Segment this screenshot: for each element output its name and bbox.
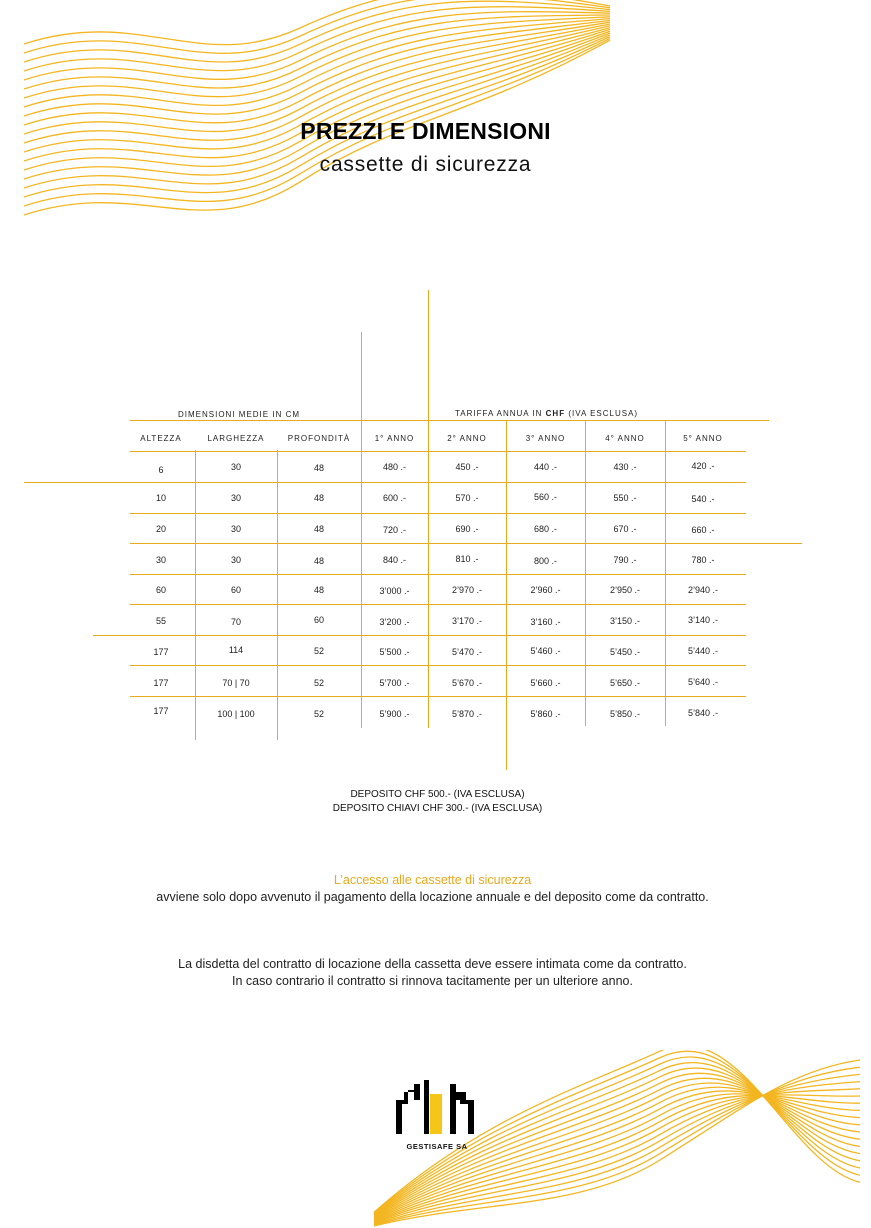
table-cell: 48 (313, 463, 324, 473)
table-cell: 810 .- (455, 554, 479, 564)
table-cell: 3’000 .- (379, 586, 410, 596)
column-header-anno-5: 5° ANNO (683, 434, 723, 443)
table-cell: 5’870 .- (451, 709, 483, 719)
table-cell: 680 .- (533, 524, 557, 534)
table-cell: 48 (313, 493, 324, 503)
table-cell: 5’840 .- (687, 708, 719, 718)
table-cell: 30 (230, 555, 241, 565)
column-header-altezza: ALTEZZA (140, 434, 182, 443)
table-cell: 60 (155, 585, 166, 595)
wave-line (24, 0, 610, 53)
table-cell: 30 (230, 462, 241, 472)
termination-line-1: La disdetta del contratto di locazione della cassetta deve essere intimata come da contratto. (178, 957, 687, 971)
table-cell: 55 (155, 616, 166, 626)
wave-line (24, 1, 610, 62)
page-subtitle: cassette di sicurezza (319, 153, 532, 176)
table-cell: 660 .- (691, 525, 715, 535)
table-cell: 670 .- (613, 524, 637, 534)
table-cell: 30 (230, 493, 241, 503)
table-cell: 20 (155, 524, 166, 534)
table-cell: 52 (313, 709, 324, 719)
table-cell: 177 (153, 706, 169, 716)
table-cell: 560 .- (533, 492, 557, 502)
group-header-tariff-prefix: TARIFFA ANNUA IN (455, 409, 546, 418)
table-cell: 2’950 .- (609, 585, 641, 595)
table-cell: 540 .- (691, 494, 715, 504)
table-cell: 30 (230, 524, 241, 534)
table-cell: 480 .- (382, 462, 406, 472)
table-cell: 570 .- (455, 493, 479, 503)
page-title: PREZZI E DIMENSIONI (300, 118, 551, 144)
table-cell: 790 .- (613, 555, 637, 565)
table-cell: 440 .- (533, 462, 557, 472)
wave-line (24, 12, 610, 80)
table-cell: 720 .- (382, 525, 406, 535)
wave-line (24, 20, 610, 116)
table-cell: 48 (313, 524, 324, 534)
wave-line (24, 7, 610, 71)
decorative-waves-bottom (360, 1050, 871, 1228)
table-cell: 48 (313, 556, 324, 566)
deposit-line: DEPOSITO CHF 500.- (IVA ESCLUSA) (350, 789, 525, 800)
access-highlight: L’accesso alle cassette di sicurezza (333, 873, 532, 887)
table-cell: 100 | 100 (217, 709, 255, 719)
table-cell: 5’660 .- (530, 678, 561, 688)
table-cell: 70 (230, 617, 241, 627)
table-cell: 60 (230, 585, 241, 595)
group-header-tariff-suffix: (IVA ESCLUSA) (565, 409, 639, 418)
table-cell: 60 (313, 615, 324, 625)
table-cell: 3’140 .- (687, 615, 719, 625)
column-header-anno-3: 3° ANNO (525, 434, 566, 443)
column-header-anno-1: 1° ANNO (374, 434, 415, 443)
table-cell: 840 .- (382, 555, 406, 565)
table-cell: 177 (153, 647, 169, 657)
table-cell: 2’960 .- (530, 585, 561, 595)
table-cell: 6 (158, 465, 164, 475)
table-cell: 177 (153, 678, 169, 688)
table-cell: 70 | 70 (222, 678, 250, 688)
table-cell: 5’470 .- (451, 647, 483, 657)
wave-line (24, 15, 610, 89)
table-cell: 5’700 .- (379, 678, 410, 688)
table-cell: 2’970 .- (451, 585, 483, 595)
table-cell: 114 (228, 645, 244, 655)
table-cell: 690 .- (455, 524, 479, 534)
table-cell: 780 .- (691, 555, 715, 565)
column-header-larghezza: LARGHEZZA (207, 434, 265, 443)
table-cell: 52 (313, 678, 324, 688)
wave-line (24, 17, 610, 98)
wave-line (24, 0, 610, 45)
access-text: avviene solo dopo avvenuto il pagamento della locazione annuale e del deposito come da contratto. (156, 890, 709, 904)
group-header-tariff (455, 409, 638, 418)
table-cell: 800 .- (533, 556, 557, 566)
table-cell: 48 (313, 585, 324, 595)
table-cell: 550 .- (613, 493, 637, 503)
table-cell: 30 (155, 555, 166, 565)
termination-line-2: In caso contrario il contratto si rinnova tacitamente per un ulteriore anno. (232, 974, 633, 988)
table-cell: 430 .- (613, 462, 637, 472)
table-cell: 5’850 .- (609, 709, 641, 719)
table-cell: 5’460 .- (530, 646, 561, 656)
group-header-dimensions: DIMENSIONI MEDIE IN CM (178, 410, 301, 419)
table-cell: 3’170 .- (451, 616, 483, 626)
table-cell: 5’640 .- (687, 677, 719, 687)
table-cell: 420 .- (691, 461, 715, 471)
company-name: GESTISAFE SA (406, 1142, 468, 1151)
table-cell: 3’160 .- (530, 617, 561, 627)
table-cell: 52 (313, 646, 324, 656)
table-cell: 450 .- (455, 462, 479, 472)
table-cell: 5’650 .- (609, 678, 641, 688)
column-header-profondita: PROFONDITÀ (287, 434, 351, 443)
table-cell: 5’500 .- (379, 647, 410, 657)
wave-line (24, 19, 610, 107)
table-cell: 3’200 .- (379, 617, 410, 627)
table-cell: 5’440 .- (687, 646, 719, 656)
table-cell: 600 .- (382, 493, 406, 503)
table-cell: 5’670 .- (451, 678, 483, 688)
wave-line (24, 31, 610, 170)
gestisafe-logo-icon (394, 1078, 480, 1136)
key-deposit-line: DEPOSITO CHIAVI CHF 300.- (IVA ESCLUSA) (332, 803, 543, 814)
table-cell: 5’900 .- (379, 709, 410, 719)
group-header-tariff-currency: CHF (545, 409, 566, 418)
table-cell: 5’450 .- (609, 647, 641, 657)
wave-line (24, 22, 610, 125)
table-cell: 10 (155, 493, 166, 503)
column-header-anno-2: 2° ANNO (447, 434, 487, 443)
table-cell: 2’940 .- (687, 585, 719, 595)
table-cell: 5’860 .- (530, 709, 561, 719)
table-cell: 3’150 .- (609, 616, 641, 626)
column-header-anno-4: 4° ANNO (605, 434, 645, 443)
